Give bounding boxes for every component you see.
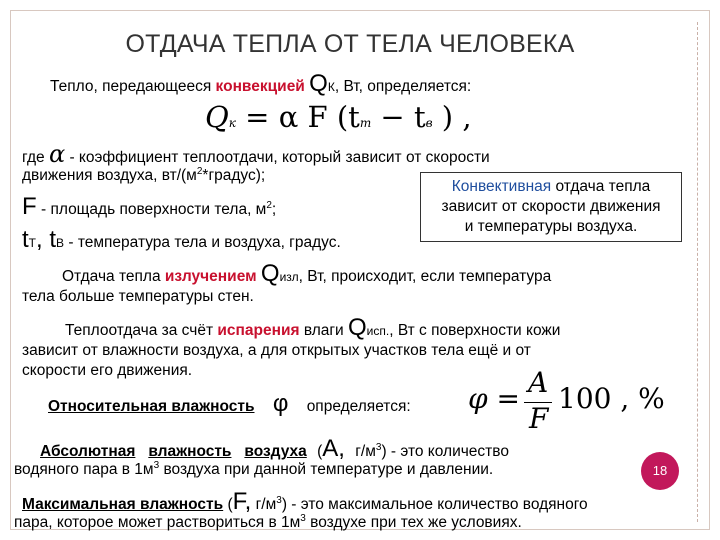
f-text-b: ; (271, 201, 277, 218)
alpha-line2-sup: 2 (196, 166, 203, 177)
abs-hum-sup: 3 (375, 441, 382, 453)
abs-hum-w2: влажность (148, 443, 232, 460)
max-hum-paren: ( (223, 496, 233, 513)
convection-note-box (420, 172, 682, 242)
max-hum-line2-sup: 3 (300, 513, 306, 524)
absolute-humidity-line (40, 435, 509, 463)
q-rad-symbol: Q (260, 260, 280, 287)
note-line3: и температуры воздуха. (464, 218, 638, 235)
alpha-line2-b: *градус); (202, 167, 266, 185)
max-humidity-line2 (14, 513, 522, 532)
formula-lhs: Q (205, 100, 229, 134)
f-symbol: F (22, 193, 37, 220)
formula-rhs: = α F (t (245, 100, 360, 134)
t-sub-a: Т (28, 236, 37, 250)
radiation-line2: тела больше температуры стен. (22, 288, 254, 305)
evaporation-middle: влаги (299, 322, 344, 339)
max-humidity-label: Максимальная влажность (22, 496, 224, 513)
max-hum-line2-a: пара, которое может раствориться в 1м (14, 514, 301, 532)
t-text: - температура тела и воздуха, градус. (68, 234, 341, 251)
formula-lhs-sub: к (228, 116, 236, 130)
alpha-symbol: α (48, 140, 66, 168)
phi-formula-lhs: φ = (468, 382, 520, 415)
phi-formula-num: A (528, 366, 549, 399)
radiation-line (62, 260, 551, 288)
evaporation-suffix: , Вт с поверхности кожи (389, 322, 561, 339)
absolute-humidity-line2 (14, 460, 493, 479)
q-evap-sub: исп. (366, 324, 390, 338)
page-number-badge: 18 (641, 452, 679, 490)
note-line1 (421, 177, 681, 197)
abs-hum-paren: ( (317, 443, 323, 460)
t-comma: , (36, 226, 50, 253)
convection-keyword: конвекцией (215, 78, 305, 95)
formula-t2-sub: в (425, 116, 433, 130)
evaporation-line2: зависит от влажности воздуха, а для открытых участков тела ещё и от (22, 342, 531, 359)
abs-hum-line2-a: водяного пара в 1м (14, 461, 154, 479)
abs-hum-line2-b: воздуха при данной температуре и давлении. (159, 461, 494, 479)
formula-close: ) , (432, 100, 472, 134)
f-definition (22, 193, 276, 221)
frame-dotted-line (697, 22, 698, 522)
convection-suffix: , Вт, определяется: (334, 78, 472, 95)
max-hum-text-b: ) - это максимальное количество водяного (281, 496, 588, 513)
q-evap-symbol: Q (348, 314, 367, 341)
abs-hum-text-b: ) - это количество (381, 443, 509, 460)
note-box-text (421, 177, 681, 237)
relative-humidity-text: определяется: (306, 398, 411, 415)
evaporation-line3: скорости его движения. (22, 362, 193, 379)
a-symbol: А, (322, 435, 345, 462)
evaporation-keyword: испарения (217, 322, 300, 339)
abs-hum-line2-sup: 3 (153, 460, 160, 471)
relative-humidity-line (48, 390, 411, 418)
evaporation-prefix: Теплоотдача за счёт (65, 322, 218, 339)
max-hum-sup: 3 (276, 494, 282, 506)
f-max-symbol: F, (232, 488, 252, 515)
convection-formula (205, 100, 472, 134)
t-symbol-b: t (49, 226, 57, 253)
phi-symbol: φ (272, 390, 289, 417)
abs-hum-w3: воздуха (244, 443, 307, 460)
q-subscript: К (327, 80, 335, 94)
t-sub-b: В (56, 236, 65, 250)
abs-hum-text-a: г/м (355, 443, 376, 460)
q-rad-sub: изл (279, 270, 299, 284)
formula-t-sub: т (359, 116, 372, 130)
q-symbol: Q (309, 70, 328, 97)
max-hum-text-a: г/м (251, 496, 277, 513)
radiation-keyword: излучением (164, 268, 257, 285)
phi-formula-rest: 100 , % (558, 382, 665, 415)
note-line1-rest: отдача тепла (551, 178, 651, 195)
radiation-suffix: , Вт, происходит, если температура (298, 268, 552, 285)
max-hum-line2-b: воздухе при тех же условиях. (305, 514, 522, 532)
abs-hum-w1: Абсолютная (40, 443, 136, 460)
f-text-sup: 2 (266, 199, 272, 211)
radiation-prefix: Отдача тепла (62, 268, 165, 285)
phi-formula-den: F (529, 402, 549, 435)
formula-minus: − t (371, 100, 426, 134)
max-humidity-line (22, 488, 588, 516)
note-line2: зависит от скорости движения (441, 198, 661, 215)
alpha-definition (22, 140, 490, 168)
alpha-definition-line2 (22, 166, 265, 185)
convection-prefix: Тепло, передающееся (50, 78, 216, 95)
t-symbol-a: t (22, 226, 29, 253)
alpha-text: - коэффициент теплоотдачи, который зависит от скорости (69, 149, 490, 166)
f-text-a: - площадь поверхности тела, м (40, 201, 267, 218)
where-label: где (22, 149, 45, 166)
alpha-line2-a: движения воздуха, вт/(м (22, 167, 197, 185)
note-keyword: Конвективная (451, 178, 552, 195)
t-definition (22, 226, 341, 254)
relative-humidity-label: Относительная влажность (48, 398, 255, 415)
slide-title: ОТДАЧА ТЕПЛА ОТ ТЕЛА ЧЕЛОВЕКА (125, 30, 575, 58)
evaporation-line (65, 314, 560, 342)
convection-line (50, 70, 471, 98)
